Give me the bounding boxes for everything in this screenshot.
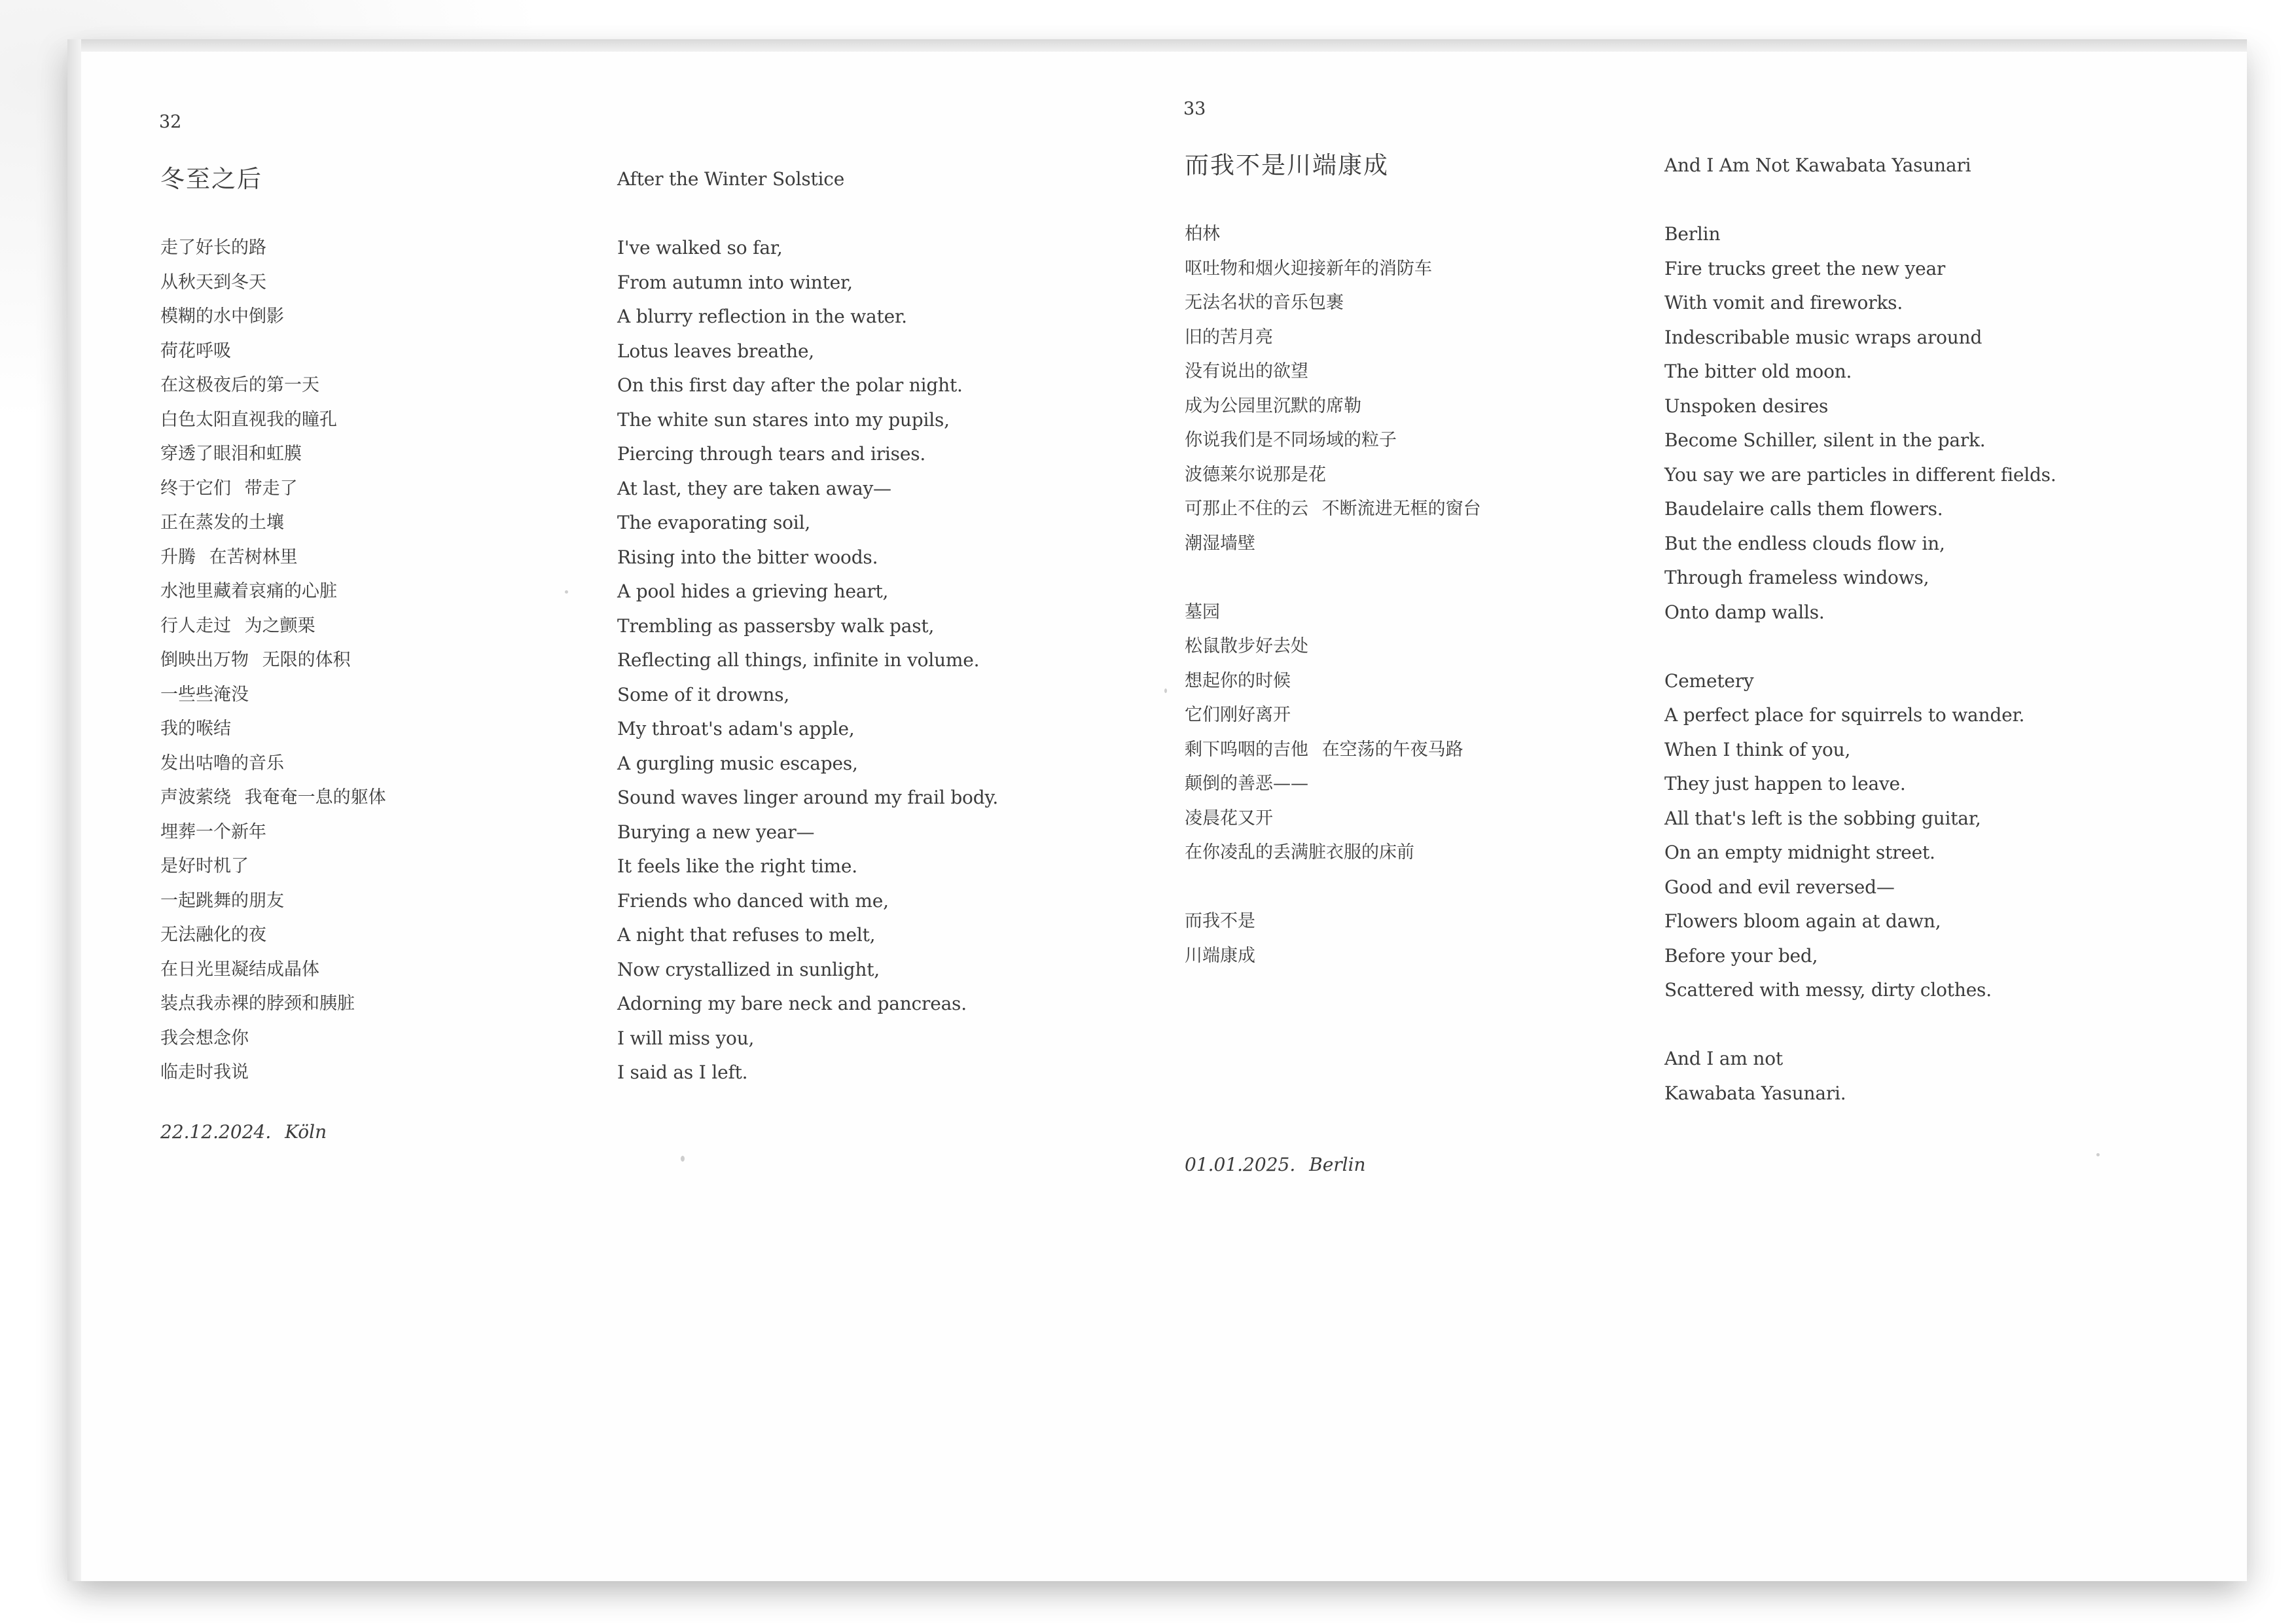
blank-line bbox=[1664, 183, 2056, 218]
poem-line: 行人走过 为之颤栗 bbox=[160, 615, 315, 636]
poem-line: 无法融化的夜 bbox=[160, 925, 266, 945]
poem-line: 在日光里凝结成晶体 bbox=[160, 959, 319, 980]
poem-line: 颠倒的善恶—— bbox=[1185, 774, 1308, 794]
poem-line: Now crystallized in sunlight, bbox=[617, 958, 880, 980]
poem-line: Friends who danced with me, bbox=[617, 889, 889, 912]
poem-line: The evaporating soil, bbox=[617, 512, 811, 533]
poem-line: The bitter old moon. bbox=[1664, 361, 1852, 382]
poem-line: 升腾 在苦树林里 bbox=[160, 546, 298, 567]
stanza-gap bbox=[1185, 561, 1481, 596]
poem-line: 从秋天到冬天 bbox=[160, 272, 266, 293]
poem-line: Piercing through tears and irises. bbox=[617, 443, 926, 465]
poem-line: 没有说出的欲望 bbox=[1185, 361, 1308, 382]
poem-line: 在这极夜后的第一天 bbox=[160, 375, 319, 395]
poem-column-en-right bbox=[1664, 149, 2056, 1111]
poem-line: 波德莱尔说那是花 bbox=[1185, 464, 1326, 485]
poem-line: Trembling as passersby walk past, bbox=[617, 615, 935, 637]
poem-line: 一起跳舞的朋友 bbox=[160, 890, 284, 911]
poem-line: Berlin bbox=[1664, 223, 1721, 245]
poem-line: I will miss you, bbox=[617, 1027, 755, 1049]
poem-line: 它们刚好离开 bbox=[1185, 705, 1291, 725]
poem-line: A pool hides a grieving heart, bbox=[617, 580, 889, 602]
book-sheet bbox=[67, 39, 2247, 1581]
poem-line: 在你凌乱的丢满脏衣服的床前 bbox=[1185, 842, 1414, 863]
poem-line: 声波萦绕 我奄奄一息的躯体 bbox=[160, 787, 386, 808]
poem-line: 正在蒸发的土壤 bbox=[160, 512, 284, 533]
poem-date-right: 01.01.2025. Berlin bbox=[1185, 1154, 1366, 1175]
poem-line: Kawabata Yasunari. bbox=[1664, 1082, 1846, 1104]
poem-line: Sound waves linger around my frail body. bbox=[617, 787, 999, 808]
poem-line: 凌晨花又开 bbox=[1185, 808, 1273, 829]
poem-column-zh-left bbox=[160, 162, 386, 1149]
poem-line: 穿透了眼泪和虹膜 bbox=[160, 444, 302, 464]
poem-line: 川端康成 bbox=[1185, 945, 1255, 966]
poem-line: 潮湿墙壁 bbox=[1185, 533, 1255, 554]
poem-line: With vomit and fireworks. bbox=[1664, 292, 1903, 313]
poem-line: Unspoken desires bbox=[1664, 395, 1829, 417]
page-number-32: 32 bbox=[159, 112, 182, 132]
poem-line: Before your bed, bbox=[1664, 944, 1818, 967]
poem-line: My throat's adam's apple, bbox=[617, 718, 855, 740]
poem-title-en-right: And I Am Not Kawabata Yasunari bbox=[1664, 154, 1971, 176]
page-number-33: 33 bbox=[1183, 99, 1206, 119]
poem-title-en-left: After the Winter Solstice bbox=[617, 168, 845, 190]
stanza-gap bbox=[1664, 630, 2056, 664]
poem-line: Lotus leaves breathe, bbox=[617, 340, 815, 362]
poem-line: 装点我赤裸的脖颈和胰脏 bbox=[160, 993, 355, 1014]
scan-speck bbox=[1164, 688, 1167, 693]
poem-line: Flowers bloom again at dawn, bbox=[1664, 910, 1941, 932]
poem-line: 倒映出万物 无限的体积 bbox=[160, 650, 351, 670]
poem-line: Baudelaire calls them flowers. bbox=[1664, 498, 1943, 520]
poem-line: Scattered with messy, dirty clothes. bbox=[1664, 979, 1992, 1001]
poem-line: Rising into the bitter woods. bbox=[617, 546, 878, 568]
poem-line: 荷花呼吸 bbox=[160, 340, 231, 361]
poem-date-left: 22.12.2024. Köln bbox=[160, 1120, 327, 1143]
poem-line: 是好时机了 bbox=[160, 856, 249, 876]
poem-line: All that's left is the sobbing guitar, bbox=[1664, 807, 1981, 829]
poem-line: When I think of you, bbox=[1664, 738, 1851, 760]
stanza-gap bbox=[1185, 870, 1481, 905]
poem-line: A perfect place for squirrels to wander. bbox=[1664, 704, 2025, 726]
poem-line: 发出咕噜的音乐 bbox=[160, 753, 284, 774]
poem-line: 模糊的水中倒影 bbox=[160, 306, 284, 327]
poem-lines-zh-left bbox=[160, 231, 386, 1090]
poem-line: 走了好长的路 bbox=[160, 238, 266, 258]
poem-line: 你说我们是不同场域的粒子 bbox=[1185, 430, 1397, 450]
poem-line: 松鼠散步好去处 bbox=[1185, 636, 1308, 656]
poem-line: 剩下呜咽的吉他 在空荡的午夜马路 bbox=[1185, 739, 1463, 760]
poem-line: Indescribable music wraps around bbox=[1664, 326, 1982, 348]
poem-line: A blurry reflection in the water. bbox=[617, 306, 907, 327]
poem-line: 墓园 bbox=[1185, 601, 1220, 622]
poem-line: 可那止不住的云 不断流进无框的窗台 bbox=[1185, 499, 1481, 519]
poem-line: And I am not bbox=[1664, 1048, 1783, 1069]
blank-line bbox=[160, 197, 386, 232]
poem-line: I've walked so far, bbox=[617, 237, 783, 259]
poem-line: 一些些淹没 bbox=[160, 684, 249, 705]
poem-lines-zh-right bbox=[1185, 217, 1481, 973]
poem-line: 无法名状的音乐包裹 bbox=[1185, 293, 1344, 313]
poem-line: It feels like the right time. bbox=[617, 855, 857, 877]
poem-line: 终于它们 带走了 bbox=[160, 478, 298, 499]
poem-line: 水池里藏着哀痛的心脏 bbox=[160, 581, 337, 601]
poem-line: Become Schiller, silent in the park. bbox=[1664, 429, 1986, 451]
poem-line: 而我不是 bbox=[1185, 911, 1255, 931]
poem-column-en-left bbox=[617, 162, 998, 1090]
scan-edge-top bbox=[67, 39, 2247, 52]
blank-line bbox=[1185, 183, 1481, 218]
poem-line: Cemetery bbox=[1664, 669, 1754, 692]
blank-line bbox=[617, 197, 998, 232]
poem-line: Through frameless windows, bbox=[1664, 567, 1929, 588]
poem-line: Burying a new year— bbox=[617, 821, 815, 843]
poem-line: 临走时我说 bbox=[160, 1062, 249, 1082]
poem-line: A gurgling music escapes, bbox=[617, 752, 858, 774]
poem-line: On this first day after the polar night. bbox=[617, 374, 963, 396]
poem-line: 柏林 bbox=[1185, 224, 1220, 244]
poem-line: Good and evil reversed— bbox=[1664, 876, 1895, 898]
scan-speck bbox=[2096, 1153, 2100, 1156]
poem-title-zh-left: 冬至之后 bbox=[160, 165, 262, 193]
poem-line: 呕吐物和烟火迎接新年的消防车 bbox=[1185, 258, 1432, 279]
poem-line: Fire trucks greet the new year bbox=[1664, 257, 1946, 279]
poem-line: From autumn into winter, bbox=[617, 271, 853, 293]
scan-speck bbox=[565, 590, 568, 594]
poem-line: A night that refuses to melt, bbox=[617, 924, 876, 946]
poem-line: Some of it drowns, bbox=[617, 683, 790, 705]
poem-line: At last, they are taken away— bbox=[617, 477, 891, 499]
poem-line: Onto damp walls. bbox=[1664, 601, 1825, 623]
poem-lines-en-right bbox=[1664, 217, 2056, 1111]
poem-line: I said as I left. bbox=[617, 1061, 748, 1083]
poem-title-zh-right: 而我不是川端康成 bbox=[1185, 151, 1389, 179]
scan-edge-left bbox=[67, 39, 81, 1581]
stanza-gap bbox=[1664, 1008, 2056, 1043]
poem-column-zh-right bbox=[1185, 149, 1481, 1183]
poem-line: You say we are particles in different fields. bbox=[1664, 463, 2056, 486]
poem-line: 白色太阳直视我的瞳孔 bbox=[160, 409, 337, 430]
poem-line: Adorning my bare neck and pancreas. bbox=[617, 993, 967, 1014]
poem-lines-en-left bbox=[617, 231, 998, 1090]
poem-line: 旧的苦月亮 bbox=[1185, 327, 1273, 348]
poem-line: 埋葬一个新年 bbox=[160, 821, 266, 842]
poem-line: 我的喉结 bbox=[160, 719, 231, 739]
poem-line: On an empty midnight street. bbox=[1664, 842, 1935, 863]
poem-line: 成为公园里沉默的席勒 bbox=[1185, 395, 1361, 416]
scan-speck bbox=[681, 1156, 685, 1162]
poem-line: They just happen to leave. bbox=[1664, 773, 1906, 794]
poem-line: 我会想念你 bbox=[160, 1027, 249, 1048]
poem-line: But the endless clouds flow in, bbox=[1664, 532, 1945, 554]
poem-line: 想起你的时候 bbox=[1185, 670, 1291, 691]
poem-line: Reflecting all things, infinite in volume. bbox=[617, 649, 980, 671]
poem-line: The white sun stares into my pupils, bbox=[617, 408, 950, 431]
